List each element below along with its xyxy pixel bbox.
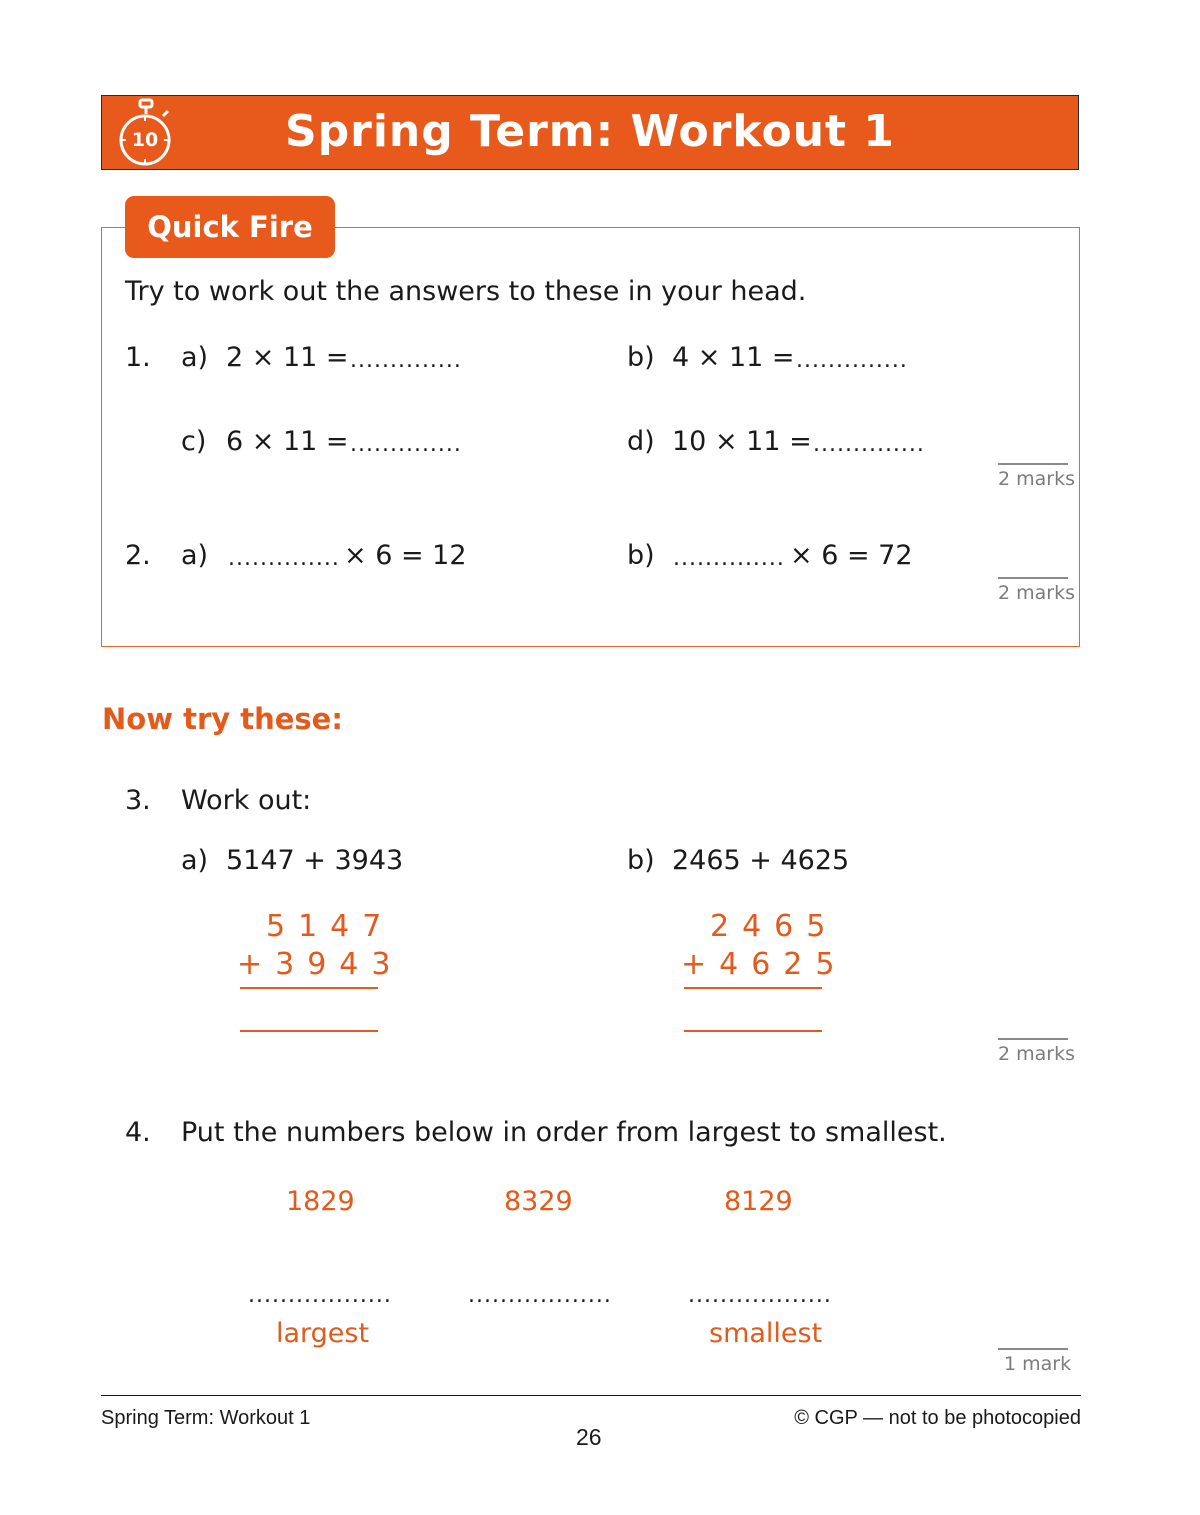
q1a-expression: 2 × 11 = (226, 342, 349, 373)
q2-marks: 2 marks (998, 582, 1075, 604)
q2b-answer-blank[interactable]: .............. (673, 546, 785, 571)
q3b-sum-bottom: +4625 (681, 947, 848, 982)
q1d-label: d) (627, 426, 655, 457)
q3-number: 3. (125, 785, 151, 816)
q3-prompt: Work out: (181, 785, 312, 816)
q1a-answer-blank[interactable]: .............. (350, 348, 462, 373)
marks-line (998, 1348, 1068, 1350)
q1b-label: b) (627, 342, 655, 373)
q3a-answer-line[interactable] (240, 1030, 378, 1032)
q4-prompt: Put the numbers below in order from largest to smallest. (181, 1117, 947, 1148)
q3a-expression: 5147 + 3943 (226, 845, 404, 876)
title-banner (101, 95, 1079, 170)
q1b-expression: 4 × 11 = (672, 342, 795, 373)
q3a-sum-rule (240, 987, 378, 989)
q4-answer-blank-3[interactable]: .................. (688, 1283, 832, 1308)
q1c-label: c) (181, 426, 207, 457)
q2b-expression: × 6 = 72 (790, 540, 913, 571)
q2-number: 2. (125, 540, 151, 571)
quick-fire-instruction: Try to work out the answers to these in your head. (125, 276, 807, 307)
timer-minutes: 10 (131, 129, 159, 151)
q2b-label: b) (627, 540, 655, 571)
q1d-answer-blank[interactable]: .............. (813, 432, 925, 457)
q4-smallest-label: smallest (709, 1318, 823, 1349)
page-title: Spring Term: Workout 1 (284, 106, 896, 157)
q2a-answer-blank[interactable]: .............. (228, 546, 340, 571)
section-heading: Now try these: (102, 702, 343, 736)
q3b-sum-rule (684, 987, 822, 989)
q4-number-item: 1829 (286, 1186, 355, 1217)
q3b-answer-line[interactable] (684, 1030, 822, 1032)
q1-marks: 2 marks (998, 468, 1075, 490)
q3b-expression: 2465 + 4625 (672, 845, 850, 876)
q3-marks: 2 marks (998, 1043, 1075, 1065)
footer-title: Spring Term: Workout 1 (101, 1407, 311, 1429)
q4-largest-label: largest (276, 1318, 370, 1349)
q4-answer-blank-1[interactable]: .................. (248, 1283, 392, 1308)
q4-answer-blank-2[interactable]: .................. (468, 1283, 612, 1308)
q4-number: 4. (125, 1117, 151, 1148)
marks-line (998, 577, 1068, 579)
copyright-notice: © CGP — not to be photocopied (794, 1407, 1081, 1429)
q4-marks: 1 mark (1004, 1353, 1072, 1375)
q4-number-item: 8329 (504, 1186, 573, 1217)
footer-rule (101, 1395, 1081, 1396)
q1c-expression: 6 × 11 = (226, 426, 349, 457)
q3a-sum-top: 5147 (266, 909, 395, 944)
page-number: 26 (576, 1424, 602, 1450)
q1b-answer-blank[interactable]: .............. (796, 348, 908, 373)
quick-fire-label: Quick Fire (125, 196, 335, 258)
q2a-label: a) (181, 540, 209, 571)
q2a-expression: × 6 = 12 (344, 540, 467, 571)
q3b-sum-top: 2465 (710, 909, 839, 944)
marks-line (998, 1038, 1068, 1040)
q1d-expression: 10 × 11 = (672, 426, 812, 457)
q1-number: 1. (125, 342, 151, 373)
q3a-sum-bottom: +3943 (237, 947, 404, 982)
q4-number-item: 8129 (724, 1186, 793, 1217)
q3a-label: a) (181, 845, 209, 876)
marks-line (998, 463, 1068, 465)
q3b-label: b) (627, 845, 655, 876)
q1a-label: a) (181, 342, 209, 373)
q1c-answer-blank[interactable]: .............. (350, 432, 462, 457)
